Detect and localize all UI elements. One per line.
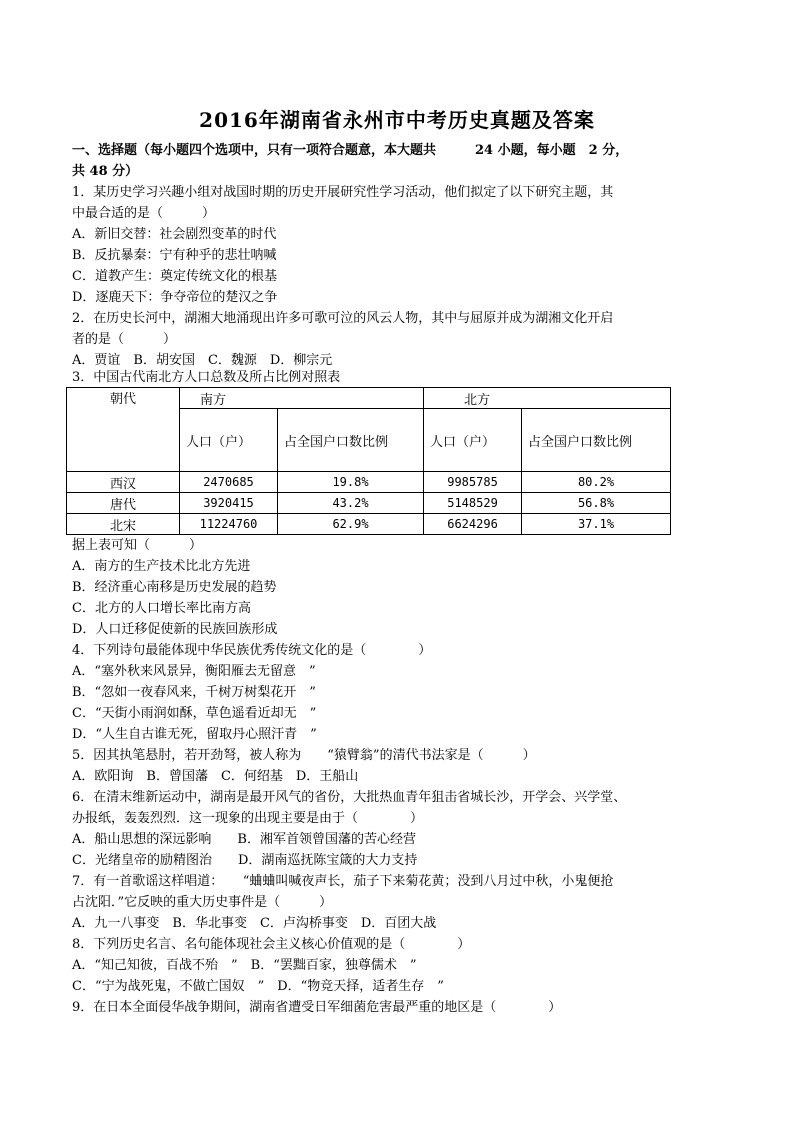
q6-options-ab: A．船山思想的深远影响 B．湘军首领曾国藩的苦心经营 bbox=[72, 832, 416, 847]
q3-option-b: B．经济重心南移是历史发展的趋势 bbox=[72, 580, 277, 595]
q6-stem-line1: 6．在清末维新运动中，湖南是最开风气的省份，大批热血青年狙击省城长沙，开学会、兴学堂、 bbox=[72, 790, 627, 805]
cell-south-ratio: 43.2% bbox=[278, 493, 424, 514]
q1-option-a: A．新旧交替：社会剧烈变革的时代 bbox=[72, 227, 277, 242]
q6-options-cd: C．光绪皇帝的励精图治 D．湖南巡抚陈宝箴的大力支持 bbox=[72, 853, 418, 868]
table-row bbox=[67, 493, 671, 514]
table-header-row bbox=[67, 388, 671, 409]
cell-north-population: 5148529 bbox=[424, 493, 522, 514]
cell-south-population: 2470685 bbox=[180, 472, 278, 493]
q3-option-d: D．人口迁移促使新的民族回族形成 bbox=[72, 622, 278, 637]
q3-after-table: 据上表可知（ ） bbox=[72, 538, 203, 553]
q5-stem: 5．因其执笔悬肘，若开劲弩，被人称为 “猿臂翁”的清代书法家是（ ） bbox=[72, 748, 536, 763]
q3-option-a: A．南方的生产技术比北方先进 bbox=[72, 559, 251, 574]
cell-dynasty: 唐代 bbox=[67, 493, 180, 514]
q4-stem: 4．下列诗句最能体现中华民族优秀传统文化的是（ ） bbox=[72, 643, 432, 658]
q1-option-c: C．道教产生：奠定传统文化的根基 bbox=[72, 269, 277, 284]
q9-stem: 9．在日本全面侵华战争期间，湖南省遭受日军细菌危害最严重的地区是（ ） bbox=[72, 1000, 562, 1015]
cell-north-ratio: 37.1% bbox=[522, 514, 671, 535]
q8-options-cd: C．“宁为战死鬼，不做亡国奴 ” D．“物竞天择，适者生存 ” bbox=[72, 979, 444, 994]
q4-option-a: A．“塞外秋来风景异，衡阳雁去无留意 ” bbox=[72, 664, 316, 679]
header-dynasty: 朝代 bbox=[67, 388, 180, 472]
q7-options: A．九一八事变 B．华北事变 C．卢沟桥事变 D．百团大战 bbox=[72, 916, 437, 931]
cell-south-ratio: 62.9% bbox=[278, 514, 424, 535]
header-north: 北方 bbox=[424, 388, 671, 409]
q1-stem-line1: 1．某历史学习兴趣小组对战国时期的历史开展研究性学习活动，他们拟定了以下研究主题，其 bbox=[72, 185, 614, 200]
q3-stem: 3．中国古代南北方人口总数及所占比例对照表 bbox=[72, 370, 341, 385]
q2-stem-line1: 2．在历史长河中，湖湘大地涌现出许多可歌可泣的风云人物，其中与屈原并成为湖湘文化开启 bbox=[72, 311, 614, 326]
header-south: 南方 bbox=[180, 388, 424, 409]
q4-option-d: D．“人生自古谁无死，留取丹心照汗青 ” bbox=[72, 727, 317, 742]
cell-dynasty: 北宋 bbox=[67, 514, 180, 535]
header-north-population: 人口（户） bbox=[424, 409, 522, 472]
q7-stem-line2: 占沈阳．”它反映的重大历史事件是（ ） bbox=[72, 895, 333, 910]
cell-north-ratio: 80.2% bbox=[522, 472, 671, 493]
header-south-ratio: 占全国户口数比例 bbox=[278, 409, 424, 472]
table-row bbox=[67, 514, 671, 535]
cell-south-population: 3920415 bbox=[180, 493, 278, 514]
q1-option-b: B．反抗暴秦：宁有种乎的悲壮呐喊 bbox=[72, 248, 277, 263]
cell-south-population: 11224760 bbox=[180, 514, 278, 535]
q4-option-b: B．“忽如一夜春风来，千树万树梨花开 ” bbox=[72, 685, 316, 700]
q2-stem-line2: 者的是（ ） bbox=[72, 332, 177, 347]
q3-option-c: C．北方的人口增长率比南方高 bbox=[72, 601, 251, 616]
cell-north-population: 6624296 bbox=[424, 514, 522, 535]
header-north-ratio: 占全国户口数比例 bbox=[522, 409, 671, 472]
cell-north-population: 9985785 bbox=[424, 472, 522, 493]
cell-dynasty: 西汉 bbox=[67, 472, 180, 493]
q6-stem-line2: 办报纸，轰轰烈烈．这一现象的出现主要是由于（ ） bbox=[72, 811, 424, 826]
q2-options: A．贾谊 B．胡安国 C．魏源 D．柳宗元 bbox=[72, 353, 333, 368]
q1-option-d: D．逐鹿天下：争夺帝位的楚汉之争 bbox=[72, 290, 278, 305]
header-south-population: 人口（户） bbox=[180, 409, 278, 472]
q7-stem-line1: 7．有一首歌谣这样唱道： “蛐蛐叫喊夜声长，茄子下来菊花黄；没到八月过中秋，小鬼便抢 bbox=[72, 874, 614, 889]
cell-south-ratio: 19.8% bbox=[278, 472, 424, 493]
q1-stem-line2: 中最合适的是（ ） bbox=[72, 206, 216, 221]
cell-north-ratio: 56.8% bbox=[522, 493, 671, 514]
page-title: 2016年湖南省永州市中考历史真题及答案 bbox=[199, 108, 595, 132]
q5-options: A．欧阳询 B．曾国藩 C．何绍基 D．王船山 bbox=[72, 769, 359, 784]
q8-stem: 8．下列历史名言、名句能体现社会主义核心价值观的是（ ） bbox=[72, 937, 471, 952]
section-heading-line1: 一、选择题（每小题四个选项中，只有一项符合题意，本大题共 24 小题，每小题 2 分， bbox=[72, 143, 629, 158]
q4-option-c: C．“天街小雨润如酥，草色遥看近却无 ” bbox=[72, 706, 317, 721]
section-heading-line2: 共 48 分） bbox=[72, 164, 139, 179]
population-table bbox=[66, 387, 671, 535]
q8-options-ab: A．“知己知彼，百战不殆 ” B．“罢黜百家，独尊儒术 ” bbox=[72, 958, 417, 973]
table-row bbox=[67, 472, 671, 493]
